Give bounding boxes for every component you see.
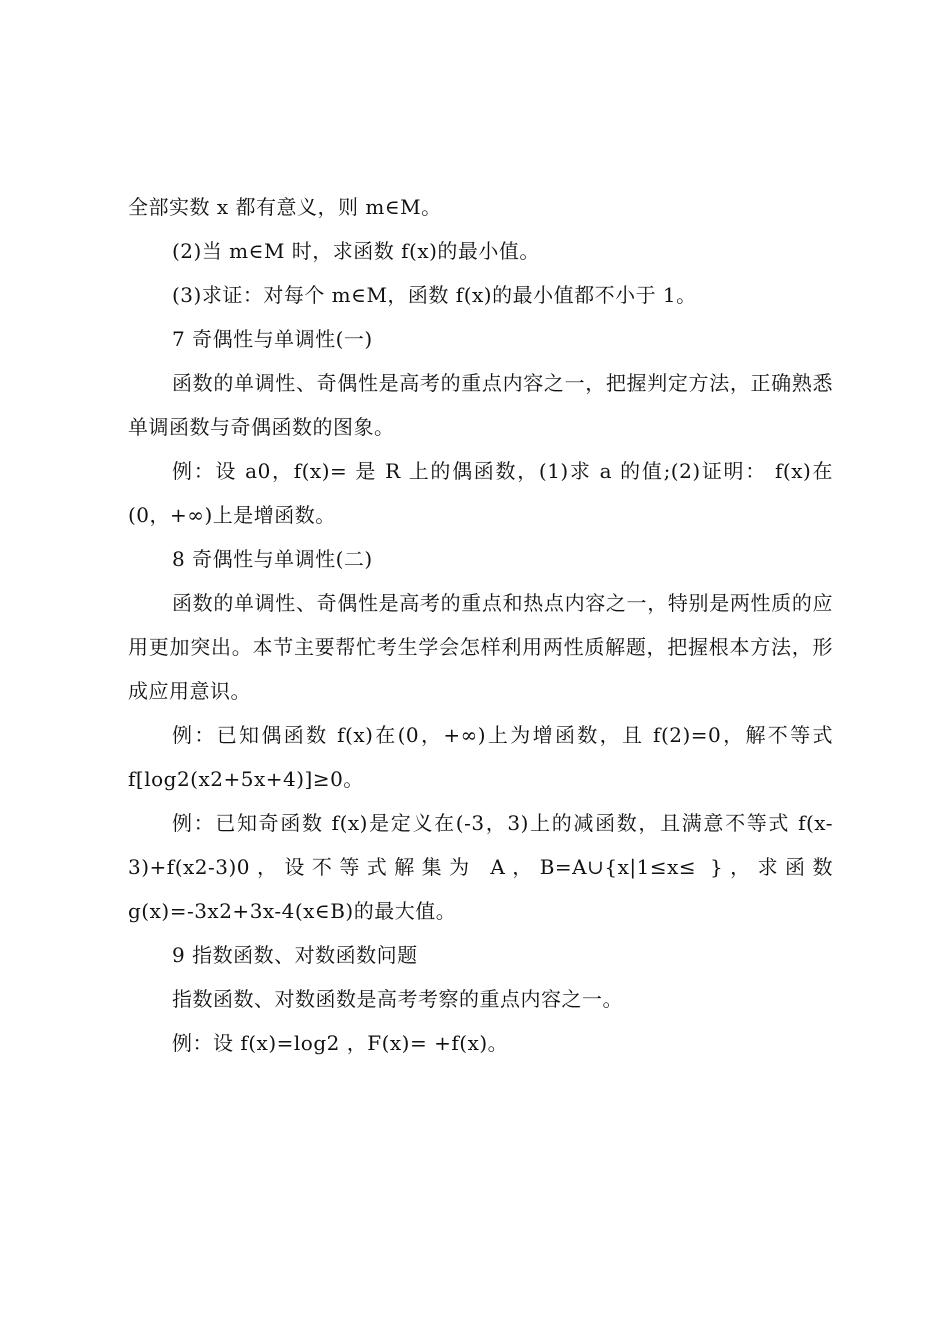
paragraph-2: (2)当 m∈M 时，求函数 f(x)的最小值。 <box>172 239 540 263</box>
example-paragraph-10: 例：已知奇函数 f(x)是定义在(-3，3)上的减函数，且满意不等式 f(x-3)+f(x2-3)0，设不等式解集为 A，B=A∪{x|1≤x≤ }，求函数 g(x)=-3x2+3x-4(x∈B)的最大值。 <box>128 811 833 923</box>
paragraph-3: (3)求证：对每个 m∈M，函数 f(x)的最小值都不小于 1。 <box>172 283 697 307</box>
document-body <box>128 185 833 1065</box>
section-heading-7: 7 奇偶性与单调性(一) <box>172 327 373 351</box>
example-paragraph-13: 例：设 f(x)=log2 ，F(x)= +f(x)。 <box>172 1031 509 1055</box>
paragraph-12: 指数函数、对数函数是高考考察的重点内容之一。 <box>172 987 623 1011</box>
section-heading-9: 9 指数函数、对数函数问题 <box>172 943 418 967</box>
example-paragraph-6: 例：设 a0，f(x)= 是 R 上的偶函数，(1)求 a 的值;(2)证明： f(x)在(0，+∞)上是增函数。 <box>128 459 833 527</box>
paragraph-5: 函数的单调性、奇偶性是高考的重点内容之一，把握判定方法，正确熟悉单调函数与奇偶函数的图象。 <box>128 371 833 439</box>
paragraph-1: 全部实数 x 都有意义，则 m∈M。 <box>128 195 442 219</box>
section-heading-8: 8 奇偶性与单调性(二) <box>172 547 373 571</box>
paragraph-8: 函数的单调性、奇偶性是高考的重点和热点内容之一，特别是两性质的应用更加突出。本节主要帮忙考生学会怎样利用两性质解题，把握根本方法，形成应用意识。 <box>128 591 833 703</box>
example-paragraph-9: 例：已知偶函数 f(x)在(0，+∞)上为增函数，且 f(2)=0，解不等式 f[log2(x2+5x+4)]≥0。 <box>128 723 833 791</box>
